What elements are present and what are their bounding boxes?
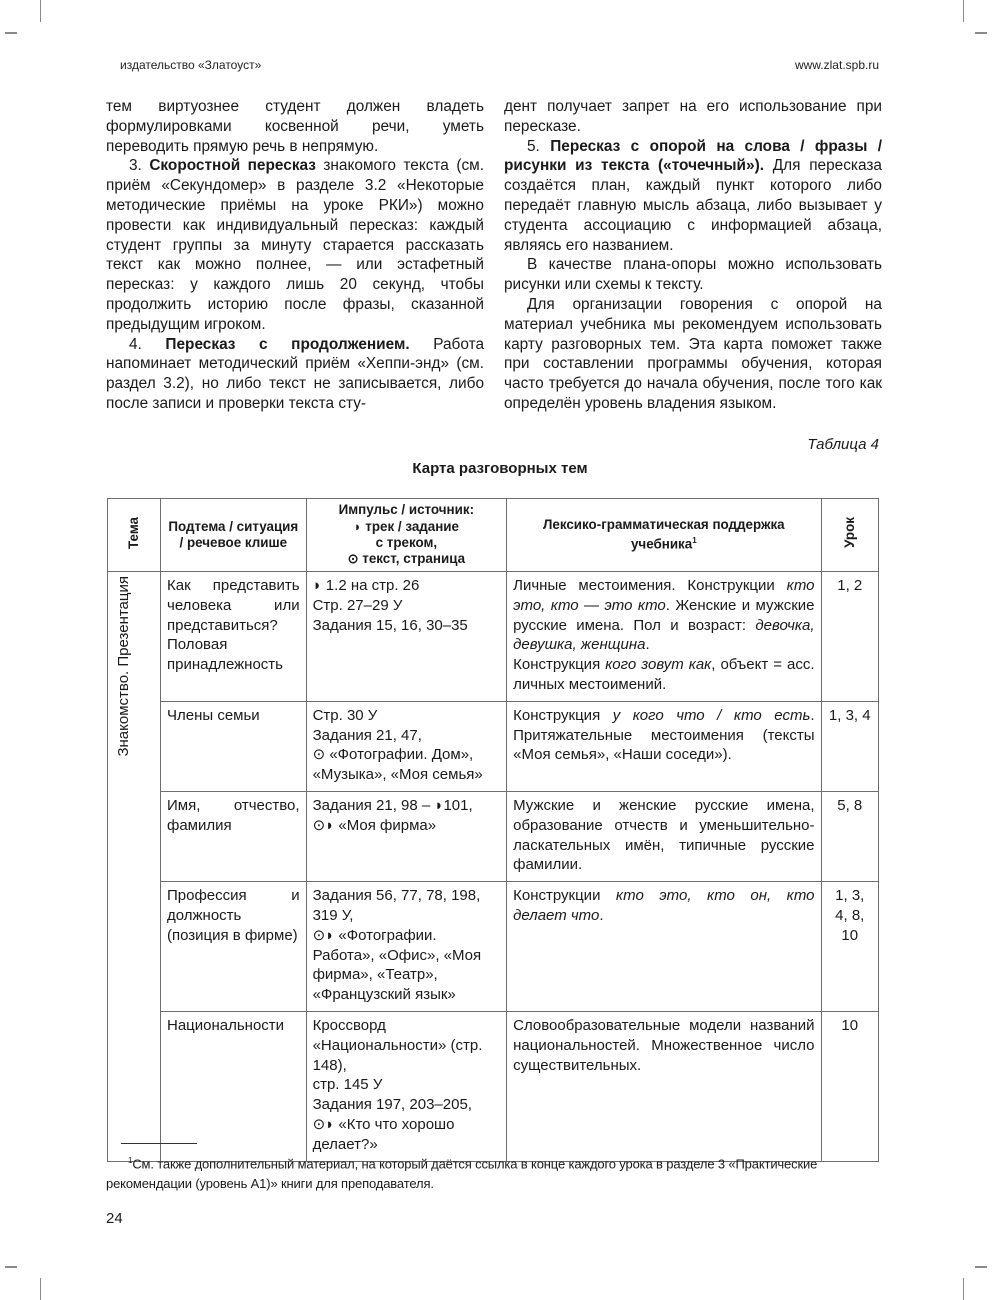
subtopic-cell: Имя, отчество, фамилия: [161, 791, 307, 881]
impulse-line: ⊙◗ «Моя фирма»: [312, 816, 437, 834]
lexical-text: .: [645, 636, 650, 654]
lexical-text: . Притяжательные местоимения (тексты «Моя семья», «Наши соседи»).: [513, 706, 815, 764]
crop-mark: [975, 1266, 987, 1268]
text-column-left: [106, 97, 484, 414]
lexical-cell: [507, 791, 821, 881]
lexical-text: . Женские и мужские русские имена. Пол и возраст:: [513, 596, 815, 634]
paragraph: [106, 156, 484, 334]
item-number: 3.: [129, 157, 142, 175]
running-head-publisher: издательство «Златоуст»: [120, 58, 262, 72]
impulse-cell: [306, 701, 507, 791]
impulse-cell: [306, 572, 507, 702]
item-number: 4.: [129, 335, 142, 353]
impulse-line: ⊙◗ «Фотографии. Работа», «Офис», «Моя фирма», «Театр», «Французский язык»: [312, 926, 482, 1004]
lesson-cell: 10: [821, 1011, 878, 1161]
table-header-row: [108, 499, 879, 572]
lexical-text: Словообразовательные модели названий национальностей. Множественное число существительных.: [513, 1016, 815, 1074]
item-heading: Пересказ с продолжением.: [165, 335, 410, 353]
lexical-text: Конструкция: [513, 656, 606, 674]
paragraph: дент получает запрет на его использование при пересказе.: [504, 98, 882, 135]
item-number: 5.: [527, 137, 540, 155]
subtopic-cell: Профессия и должность (позиция в фирме): [161, 882, 307, 1012]
lexical-text: Конструкции: [513, 887, 616, 905]
theme-cell: Знакомство. Презентация: [108, 572, 161, 1162]
impulse-line: Задания 15, 16, 30–35: [312, 616, 468, 634]
header-lesson: Урок: [821, 499, 878, 572]
lexical-text: Личные местоимения. Конструкции: [513, 577, 787, 594]
crop-mark: [5, 32, 17, 34]
footnote-text: См. также дополнительный материал, на который даётся ссылка в конце каждого урока в разделе 3 «Практические рекомендации (уровень А1)» книги для преподавателя.: [106, 1156, 818, 1192]
item-heading: Пересказ с опорой на слова / фразы / рисунки из текста («точечный»).: [504, 137, 882, 175]
lesson-cell: 1, 3, 4, 8, 10: [821, 882, 878, 1012]
crop-mark: [40, 1278, 41, 1300]
header-lexical: Лексико-грамматическая поддержка учебника$^1$: [507, 499, 821, 572]
table-number: Таблица 4: [807, 436, 879, 453]
lexical-cell: [507, 572, 821, 702]
lexical-text: .: [599, 906, 604, 924]
crop-mark: [963, 1278, 964, 1300]
footnote-ref: 1: [692, 536, 697, 546]
table-row: [108, 791, 879, 881]
item-text: Работа напоминает методический приём «Хеппи-энд» (см. раздел 3.2), но либо текст не записывается, либо после записи и проверки текста сту-: [106, 335, 485, 412]
impulse-line: ⊙ «Фотографии. Дом», «Музыка», «Моя семья»: [312, 746, 483, 784]
impulse-line: стр. 145 У: [312, 1076, 383, 1094]
impulse-line: Стр. 27–29 У: [312, 596, 403, 614]
footnote-mark: 1: [128, 1156, 133, 1165]
footnote-divider: [121, 1143, 197, 1144]
lexical-cell: [507, 701, 821, 791]
lexical-cell: [507, 1011, 821, 1161]
example-phrase: у кого что / кто есть: [612, 706, 811, 724]
paragraph: В качестве плана-опоры можно использовать рисунки или схемы к тексту.: [504, 256, 882, 294]
item-text: Для пересказа создаётся план, каждый пункт которого либо передаёт главную мысль абзаца, либо вызывает у студента ассоциацию с информацией абзаца, являясь его названием.: [504, 157, 882, 254]
item-heading: Скоростной пересказ: [149, 157, 316, 175]
subtopic-cell: Члены семьи: [161, 701, 307, 791]
example-phrase: девочка, девушка, женщина: [513, 616, 815, 654]
crop-mark: [963, 0, 964, 22]
table-row: [108, 882, 879, 1012]
impulse-line: Стр. 30 У: [312, 706, 378, 724]
header-impulse: Импульс / источник: ◗ трек / задание с треком, ⊙ текст, страница: [306, 499, 507, 572]
paragraph: Для организации говорения с опорой на материал учебника мы рекомендуем использовать карту разговорных тем. Эта карта поможет также при составлении программы обучения, которая часто требуется до начала обучения, после того как определён уровень владения языком.: [504, 295, 882, 412]
subtopic-cell: Как представить человека или представиться? Половая принадлежность: [161, 572, 307, 702]
crop-mark: [5, 1266, 17, 1268]
running-head-website: www.zlat.spb.ru: [794, 58, 879, 72]
impulse-line: Задания 56, 77, 78, 198, 319 У,: [312, 887, 481, 924]
impulse-line: Задания 197, 203–205,: [312, 1096, 472, 1114]
header-subtopic: Подтема / ситуация / речевое клише: [161, 499, 307, 572]
crop-mark: [975, 32, 987, 34]
subtopic-cell: Национальности: [161, 1011, 307, 1161]
paragraph: тем виртуознее студент должен владеть формулировками косвенной речи, уметь переводить прямую речь в непрямую.: [106, 98, 484, 155]
example-phrase: кто это, кто он, кто делает что: [513, 887, 815, 924]
impulse-cell: [306, 882, 507, 1012]
lesson-cell: 1, 3, 4: [821, 701, 878, 791]
impulse-line: Кроссворд «Национальности» (стр. 148),: [312, 1016, 483, 1074]
table-row: [108, 1011, 879, 1161]
text-icon: ⊙: [347, 551, 359, 567]
table-row: [108, 572, 879, 702]
lexical-text: Конструкция: [513, 706, 613, 724]
table-title: Карта разговорных тем: [412, 460, 588, 477]
impulse-line: Задания 21, 98 – ◗101,: [312, 796, 473, 814]
lesson-cell: 5, 8: [821, 791, 878, 881]
text-column-right: [504, 97, 882, 414]
item-text: знакомого текста (см. приём «Секундомер» в разделе 3.2 «Некоторые методические приёмы на уроке РКИ») можно провести как индивидуальный пересказ: каждый студент группы за минуту старается рассказать текст как можно полнее, — или эстафетный пересказ: у каждого лишь 20 секунд, чтобы продолжить историю после фразы, сказанной предыдущим игроком.: [106, 157, 485, 333]
impulse-line: ⊙◗ «Кто что хорошо делает?»: [312, 1115, 455, 1153]
impulse-line: Задания 21, 47,: [312, 726, 422, 744]
impulse-cell: [306, 1011, 507, 1161]
page-number: 24: [106, 1210, 123, 1227]
lexical-text: Мужские и женские русские имена, образование отчеств и уменьшительно-ласкательных имён, типичные русские фамилии.: [513, 796, 815, 874]
lesson-cell: 1, 2: [821, 572, 878, 702]
track-icon: ◗: [353, 518, 362, 534]
paragraph: [106, 335, 484, 414]
example-phrase: кого зовут как: [605, 656, 712, 674]
table-row: [108, 701, 879, 791]
topics-table: [107, 498, 879, 1162]
example-phrase: кто это, кто — это кто: [513, 577, 815, 614]
crop-mark: [40, 0, 41, 22]
footnote: [106, 1151, 884, 1194]
impulse-line: ◗ 1.2 на стр. 26: [312, 577, 420, 594]
lexical-cell: [507, 882, 821, 1012]
impulse-cell: [306, 791, 507, 881]
lexical-text: , объект = асс. личных местоимений.: [513, 656, 815, 693]
header-theme: Тема: [108, 499, 161, 572]
paragraph: [504, 137, 882, 256]
